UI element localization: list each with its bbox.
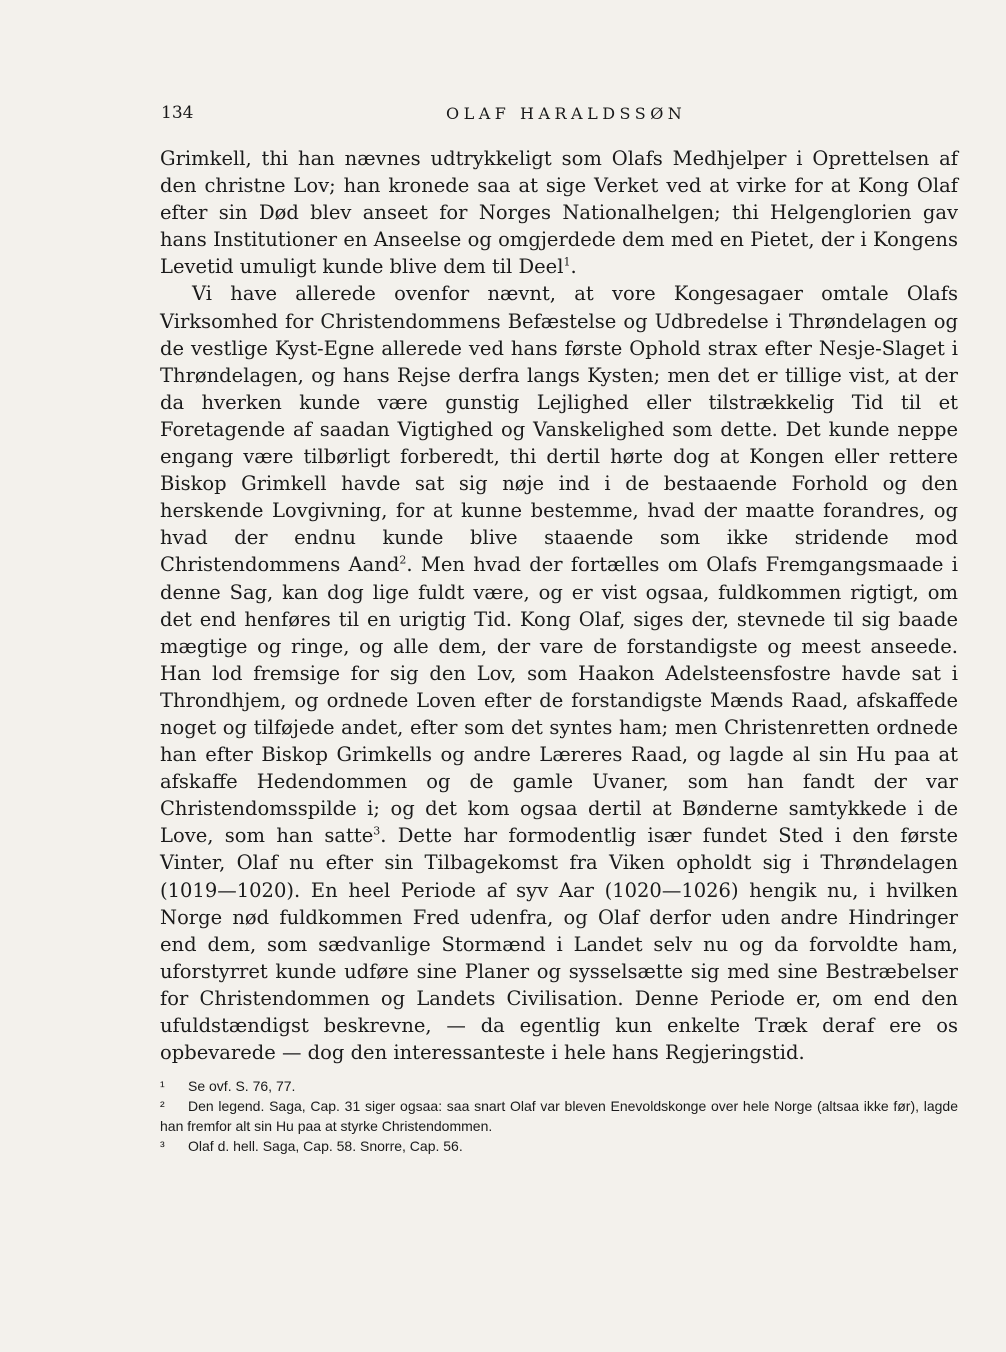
paragraph-text: Vi have allerede ovenfor nævnt, at vore Kongesagaer omtale Olafs Virksomhed for Christendommens Befæstelse og Udbredelse i Thrøndelagen og de vestlige Kyst-Egne allerede ved hans første Ophold strax efter Nesje-Slaget i Thrøndelagen, og hans Rejse derfra langs Kysten; men det er tillige vist, at der da hverken kunde være gunstig Lejlighed eller tilstrækkelig Tid til et Foretagende af saadan Vigtighed og Vanskelighed som dette. Det kunde neppe engang være tilbørligt forberedt, thi dertil hørte dog at Kongen eller rettere Biskop Grimkell havde sat sig nøje ind i de bestaaende Forhold og den herskende Lovgivning, for at kunne bestemme, hvad der maatte forandres, og hvad der endnu kunde blive staaende som ikke stridende mod Christendommens Aand [160,282,958,577]
paragraph-text: . [570,255,577,279]
page-number: 134 [161,103,194,123]
running-title: OLAF HARALDSSØN [446,104,687,123]
paragraph-text: . Dette har formodentlig især fundet Sted i den første Vinter, Olaf nu efter sin Tilbagekomst fra Viken opholdt sig i Thrøndelagen (1019—1020). En heel Periode af syv Aar (1020—1026) hengik nu, i hvilken Norge nød fuldkommen Fred udenfra, og Olaf derfor uden andre Hindringer end dem, som sædvanlige Stormænd i Landet selv nu og da forvoldte ham, uforstyrret kunde udføre sine Planer og sysselsætte sig med sine Bestræbelser for Christendommen og Landets Civilisation. Denne Periode er, om end den ufuldstændigst beskrevne, — da egentlig kun enkelte Træk deraf ere os opbevarede — dog den interessanteste i hele hans Regjeringstid. [160,824,958,1065]
footnote-text: Olaf d. hell. Saga, Cap. 58. Snorre, Cap. 56. [188,1138,463,1154]
page-header [161,103,961,127]
footnote-mark: ³ [160,1138,165,1154]
footnote-ref: 2 [399,553,407,567]
footnote-text: Den legend. Saga, Cap. 31 siger ogsaa: saa snart Olaf var bleven Enevoldskonge over hele Norge (altsaa ikke før), lagde han fremfor alt sin Hu paa at styrke Christendommen. [160,1098,958,1134]
footnote [160,1076,958,1096]
footnote-mark: ² [160,1098,165,1114]
paragraph-text: . Men hvad der fortælles om Olafs Fremgangsmaade i denne Sag, kan dog lige fuldt være, og er vist ogsaa, fuldkommen rigtigt, om det end henføres til en urigtig Tid. Kong Olaf, siges der, stevnede til sig baade mægtige og ringe, og alle dem, der vare de forstandigste og meest anseede. Han lod fremsige for sig den Lov, som Haakon Adelsteensfostre havde sat i Throndhjem, og ordnede Loven efter de forstandigste Mænds Raad, afskaffede noget og tilføjede andet, efter som det syntes ham; men Christenretten ordnede han efter Biskop Grimkells og andre Læreres Raad, og lagde al sin Hu paa at afskaffe Hedendommen og de gamle Uvaner, som han fandt der var Christendomsspilde i; og det kom ogsaa dertil at Bønderne samtykkede i de Love, som han satte [160,553,958,848]
footnote [160,1136,958,1156]
paragraph-text: Grimkell, thi han nævnes udtrykkeligt som Olafs Medhjelper i Oprettelsen af den christne Lov; han kronede saa at sige Verket ved at virke for at Kong Olaf efter sin Død blev anseet for Norges Nationalhelgen; thi Helgenglorien gav hans Institutioner en Anseelse og omgjerdede dem med en Pietet, der i Kongens Levetid umuligt kunde blive dem til Deel [160,147,958,279]
paragraph-continued [160,145,958,280]
footnote-ref: 3 [373,824,381,838]
footnote-ref: 1 [563,255,571,269]
footnote-text: Se ovf. S. 76, 77. [188,1078,296,1094]
footnote-mark: ¹ [160,1078,165,1094]
body-text [160,145,958,1066]
paragraph [160,280,958,1066]
footnotes [160,1076,958,1156]
footnote [160,1096,958,1136]
